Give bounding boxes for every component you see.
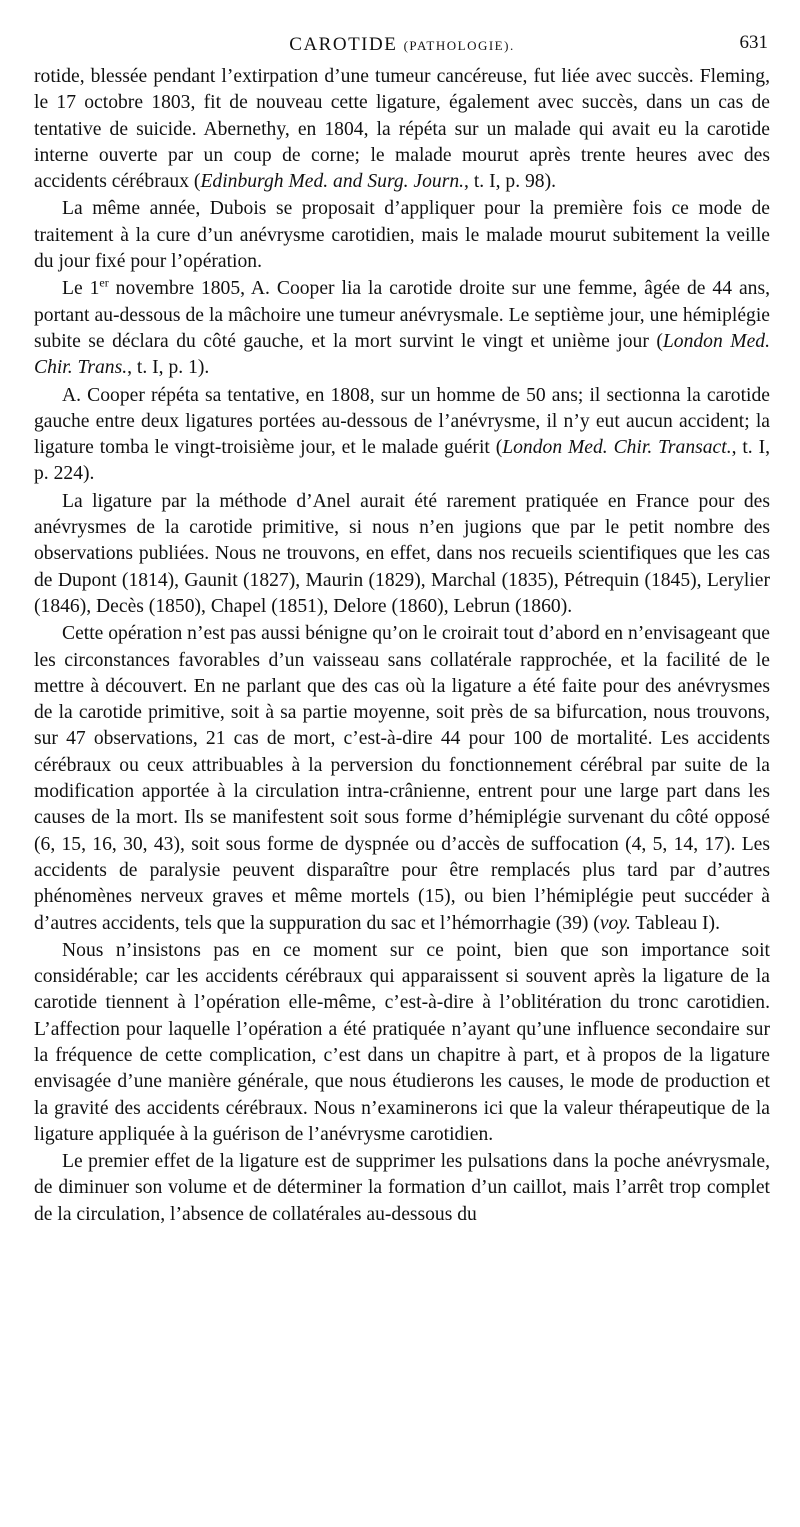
text-run: Le 1 — [62, 278, 100, 300]
text-run: , t. I, p. 98). — [464, 171, 557, 193]
paragraph — [34, 383, 770, 488]
paragraph-continued — [34, 64, 770, 195]
page-number: 631 — [739, 32, 768, 53]
header-title: CAROTIDE — [289, 34, 398, 55]
text-run: Le premier effet de la ligature est de supprimer les pulsations dans la poche anévrysmale, de diminuer son volume et de déterminer la formation d’un caillot, mais l’arrêt trop complet de la circulation, l’absence de collatérales au-dessous du — [34, 1151, 770, 1225]
paragraph — [34, 938, 770, 1148]
body-text — [34, 64, 770, 1228]
italic-citation: London Med. Chir. Trans. — [34, 330, 770, 379]
superscript: er — [99, 275, 109, 290]
text-run: La ligature par la méthode d’Anel aurait été rarement pratiquée en France pour des anévrysmes de la carotide primitive, si nous n’en jugions que par le petit nombre des observations publiées. Nous ne trouvons, en effet, dans nos recueils scientifiques que les cas de Dupont (1814), Gaunit (1827), Maurin (1829), Marchal (1835), Pétrequin (1845), Lerylier (1846), Decès (1850), Chapel (1851), Delore (1860), Lebrun (1860). — [34, 490, 770, 617]
italic-citation: London Med. Chir. Transact. — [502, 437, 732, 459]
paragraph — [34, 196, 770, 275]
text-run: Nous n’insistons pas en ce moment sur ce point, bien que son importance soit considérable; car les accidents cérébraux qui apparaissent si souvent après la ligature de la carotide tiennent à l’opération elle-même, c’est-à-dire à l’oblitération du tronc carotidien. L’affection pour laquelle l’opération a été pratiquée n’ayant qu’une influence secondaire sur la fréquence de cette complication, c’est dans un chapitre à part, et à propos de la ligature envisagée d’une manière générale, que nous étudierons les causes, le mode de production et la gravité des accidents cérébraux. Nous n’examinerons ici que la valeur thérapeutique de la ligature appliquée à la guérison de l’anévrysme carotidien. — [34, 939, 770, 1145]
page — [34, 30, 770, 1228]
header-section: (PATHOLOGIE). — [403, 38, 515, 53]
paragraph — [34, 1149, 770, 1228]
text-run: novembre 1805, A. Cooper lia la carotide droite sur une femme, âgée de 44 ans, portant au-dessous de la mâchoire une tumeur anévrysmale. Le septième jour, une hémiplégie subite se déclara du côté gauche, et la mort survint le vingt et unième jour ( — [34, 278, 770, 352]
running-title — [34, 34, 770, 56]
text-run: La même année, Dubois se proposait d’appliquer pour la première fois ce mode de traitement à la cure d’un anévrysme carotidien, mais le malade mourut subitement la veille du jour fixé pour l’opération. — [34, 198, 770, 273]
text-run: A. Cooper répéta sa tentative, en 1808, sur un homme de 50 ans; il sectionna la carotide gauche entre deux ligatures portées au-dessous de l’anévrysme, il n’y eut aucun accident; la ligature tomba le vingt-troisième jour, et le malade guérit ( — [34, 384, 770, 459]
text-run: Tableau I). — [630, 912, 720, 934]
running-head — [34, 30, 770, 64]
text-run: , t. I, p. 1). — [127, 357, 210, 379]
paragraph — [34, 621, 770, 937]
text-run: Cette opération n’est pas aussi bénigne qu’on le croirait tout d’abord en n’envisageant que les circonstances favorables d’un vaisseau sans collatérale rapprochée, et la facilité de le mettre à découvert. En ne parlant que des cas où la ligature a été faite pour des anévrysmes de la carotide primitive, soit à sa partie moyenne, soit près de sa bifurcation, nous trouvons, sur 47 observations, 21 cas de mort, c’est-à-dire 44 pour 100 de mortalité. Les accidents cérébraux ou ceux attribuables à la perversion du fonctionnement cérébral par suite de la modification apportée à la circulation intra-crânienne, entrent pour une large part dans les causes de la mort. Ils se manifestent soit sous forme d’hémiplégie survenant du côté opposé (6, 15, 16, 30, 43), soit sous forme de dyspnée ou d’accès de suffocation (4, 5, 14, 17). Les accidents de paralysie peuvent disparaître pour être remplacés plus tard par d’autres phénomènes nerveux graves et même mortels (15), ou bien l’hémiplégie peut succéder à d’autres accidents, tels que la suppuration du sac et l’hémorrhagie (39) ( — [34, 623, 770, 934]
text-run: , t. I, p. 224). — [34, 437, 770, 485]
paragraph — [34, 489, 770, 620]
text-run: rotide, blessée pendant l’extirpation d’une tumeur cancéreuse, fut liée avec succès. Fleming, le 17 octobre 1803, fit de nouveau cette ligature, également avec succès, dans un cas de tentative de suicide. Abernethy, en 1804, la répéta sur un malade qui avait eu la carotide interne ouverte par un coup de corne; le malade mourut après trente heures avec des accidents cérébraux ( — [34, 66, 770, 193]
paragraph — [34, 276, 770, 381]
italic-citation: Edinburgh Med. and Surg. Journ. — [200, 171, 465, 193]
italic-citation: voy. — [599, 912, 631, 934]
